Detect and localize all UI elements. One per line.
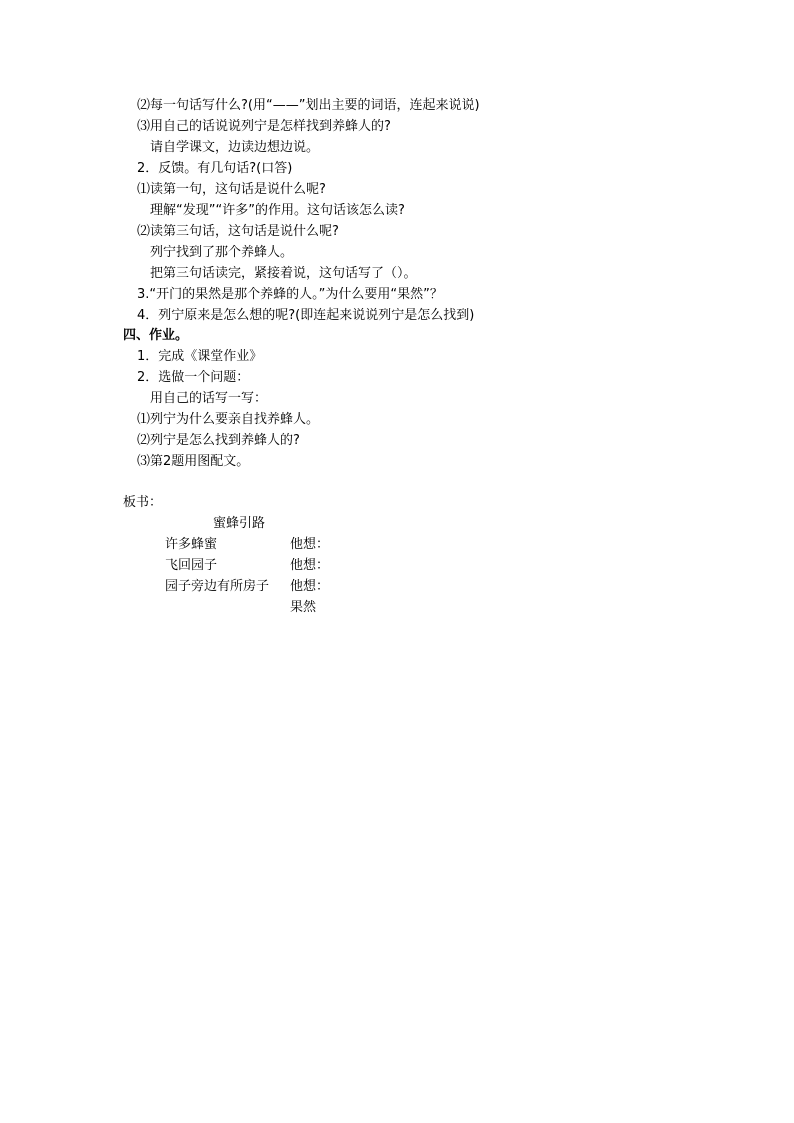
board-label: 板书： [123, 495, 163, 510]
board-right-item: 果然 [290, 600, 317, 615]
board-right-item: 他想： [290, 579, 330, 594]
text-line: 2．选做一个问题： [137, 370, 250, 385]
text-line: ⑶用自己的话说说列宁是怎样找到养蜂人的? [137, 119, 391, 134]
text-line: 3.“开门的果然是那个养蜂的人。”为什么要用“果然”？ [137, 287, 443, 302]
text-line: 请自学课文，边读边想边说。 [150, 140, 320, 155]
text-line: 用自己的话写一写： [150, 391, 268, 406]
board-title: 蜜蜂引路 [213, 516, 266, 531]
board-right-item: 他想： [290, 558, 330, 573]
text-line: 1．完成《课堂作业》 [137, 349, 263, 364]
text-line: ⑵每一句话写什么?(用“——”划出主要的词语，连起来说说) [137, 98, 480, 113]
text-line: 理解“发现”“许多”的作用。这句话该怎么读? [150, 203, 405, 218]
board-left-item: 许多蜂蜜 [165, 537, 218, 552]
text-line: 4．列宁原来是怎么想的呢?(即连起来说说列宁是怎么找到) [137, 308, 475, 323]
text-line: ⑴读第一句，这句话是说什么呢? [137, 182, 326, 197]
text-line: 把第三句话读完，紧接着说，这句话写了（）。 [150, 266, 417, 281]
text-line: 2．反馈。有几句话?(口答) [137, 161, 293, 176]
text-line: ⑵读第三句话，这句话是说什么呢? [137, 224, 339, 239]
section-heading: 四、作业。 [123, 328, 189, 343]
text-line: ⑵列宁是怎么找到养蜂人的? [137, 433, 300, 448]
text-line: ⑴列宁为什么要亲自找养蜂人。 [137, 412, 320, 427]
board-right-item: 他想： [290, 537, 330, 552]
board-left-item: 飞回园子 [165, 558, 218, 573]
board-left-item: 园子旁边有所房子 [165, 579, 270, 594]
text-line: ⑶第2题用图配文。 [137, 454, 250, 469]
text-line: 列宁找到了那个养蜂人。 [150, 245, 294, 260]
